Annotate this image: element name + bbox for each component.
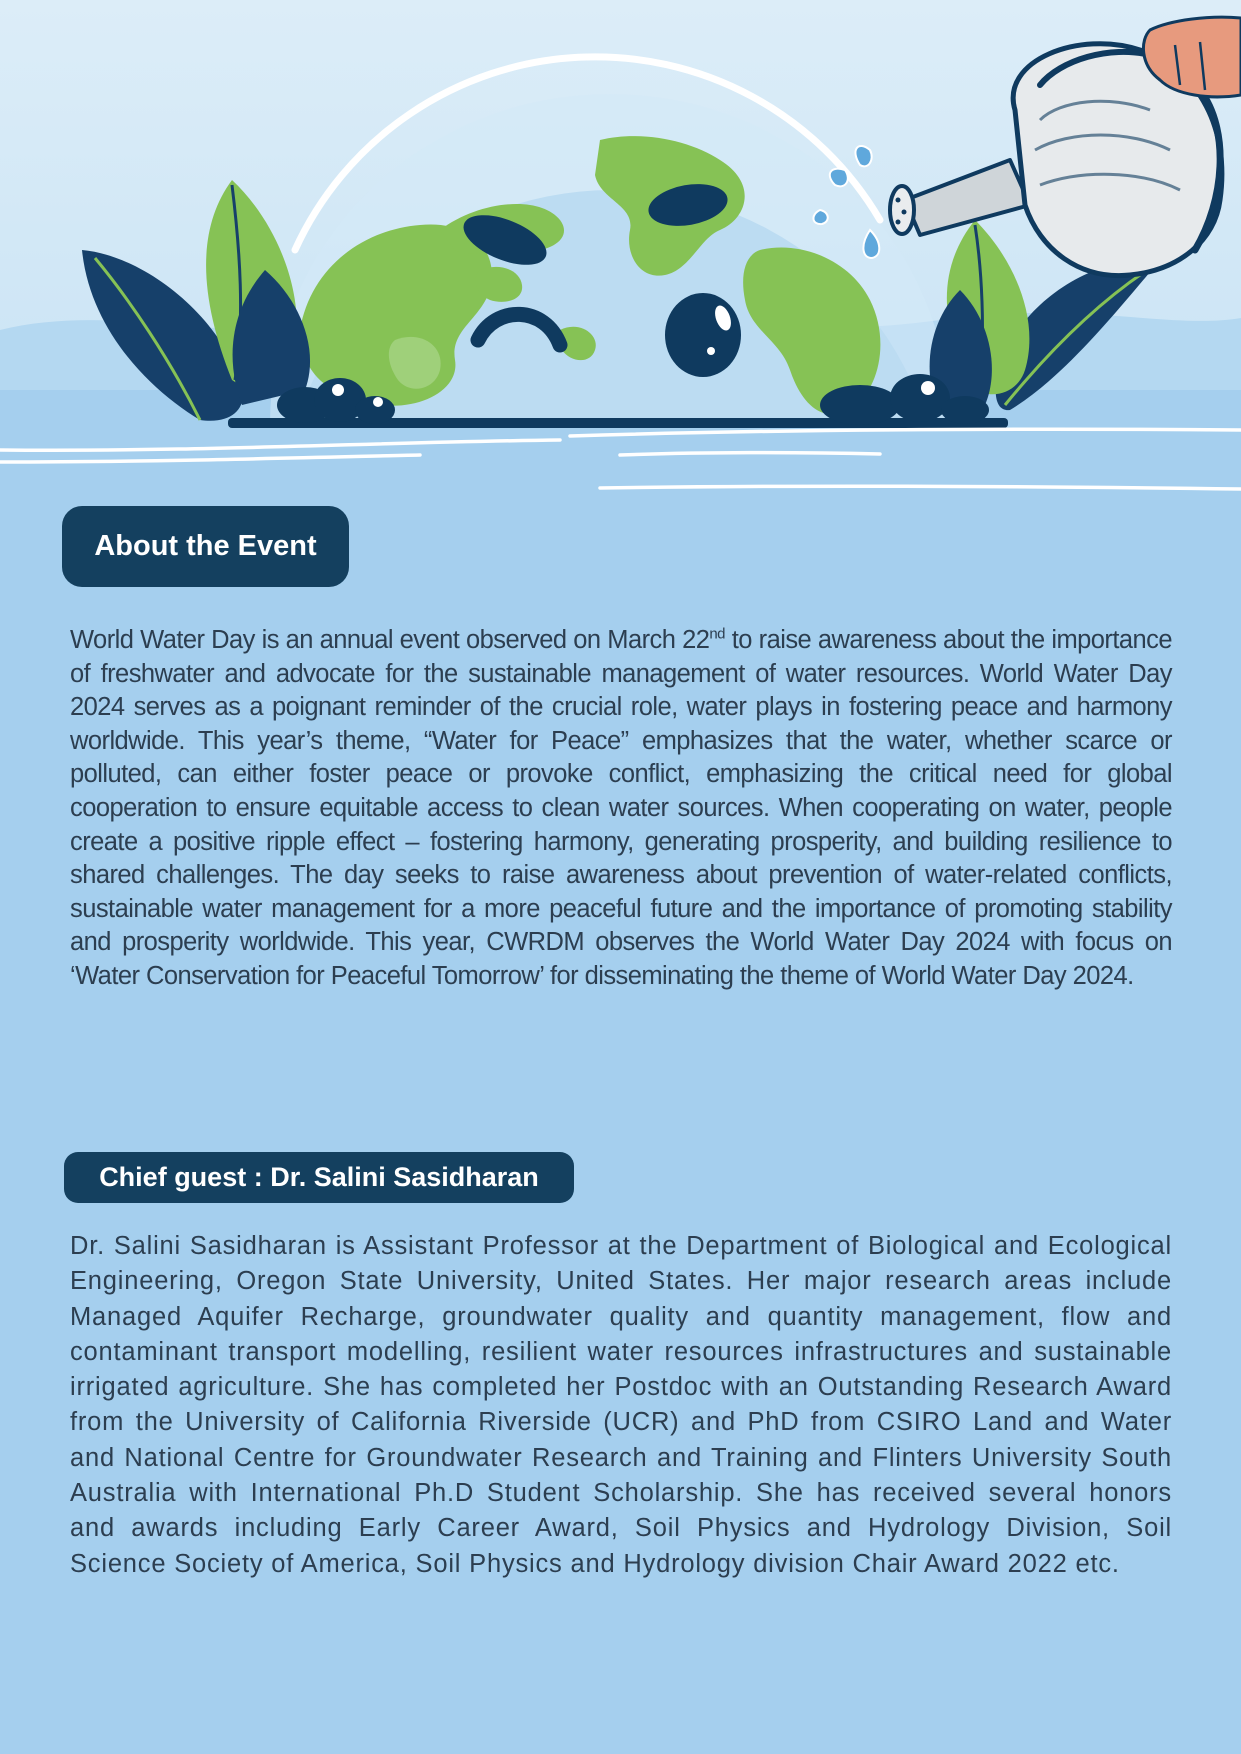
chief-guest-heading-text: Chief guest : Dr. Salini Sasidharan: [99, 1162, 539, 1192]
chief-guest-paragraph: Dr. Salini Sasidharan is Assistant Professor at the Department of Biological and Ecological Engineering, Oregon State University, United States. Her major research areas include Managed Aquifer Recharge, groundwater quality and quantity management, flow and contaminant transport modelling, resilient water resources infrastructures and sustainable irrigated agriculture. She has completed her Postdoc with an Outstanding Research Award from the University of California Riverside (UCR) and PhD from CSIRO Land and Water and National Centre for Groundwater Research and Training and Flinters University South Australia with International Ph.D Student Scholarship. She has received several honors and awards including Early Career Award, Soil Physics and Hydrology Division, Soil Science Society of America, Soil Physics and Hydrology division Chair Award 2022 etc.: [70, 1232, 1172, 1578]
about-event-heading-text: About the Event: [94, 530, 317, 562]
chief-guest-heading: [64, 1152, 574, 1203]
hero-illustration: [0, 0, 1241, 500]
about-event-paragraph: [70, 624, 1172, 994]
about-text-part2: to raise awareness about the importance of freshwater and advocate for the sustainable management of water resources. World Water Day 2024 serves as a poignant reminder of the crucial role, water plays in fostering peace and harmony worldwide. This year’s theme, “Water for Peace” emphasizes that the water, whether scarce or polluted, can either foster peace or provoke conflict, emphasizing the critical need for global cooperation to ensure equitable access to clean water sources. When cooperating on water, people create a positive ripple effect – fostering harmony, generating prosperity, and building resilience to shared challenges. The day seeks to raise awareness about prevention of water-related conflicts, sustainable water management for a more peaceful future and the importance of promoting stability and prosperity worldwide. This year, CWRDM observes the World Water Day 2024 with focus on ‘Water Conservation for Peaceful Tomorrow’ for disseminating the theme of World Water Day 2024.: [70, 626, 1172, 990]
about-text-sup: nd: [709, 625, 725, 643]
about-text-part1: World Water Day is an annual event observed on March 22: [70, 626, 710, 654]
about-event-heading: [62, 506, 349, 587]
